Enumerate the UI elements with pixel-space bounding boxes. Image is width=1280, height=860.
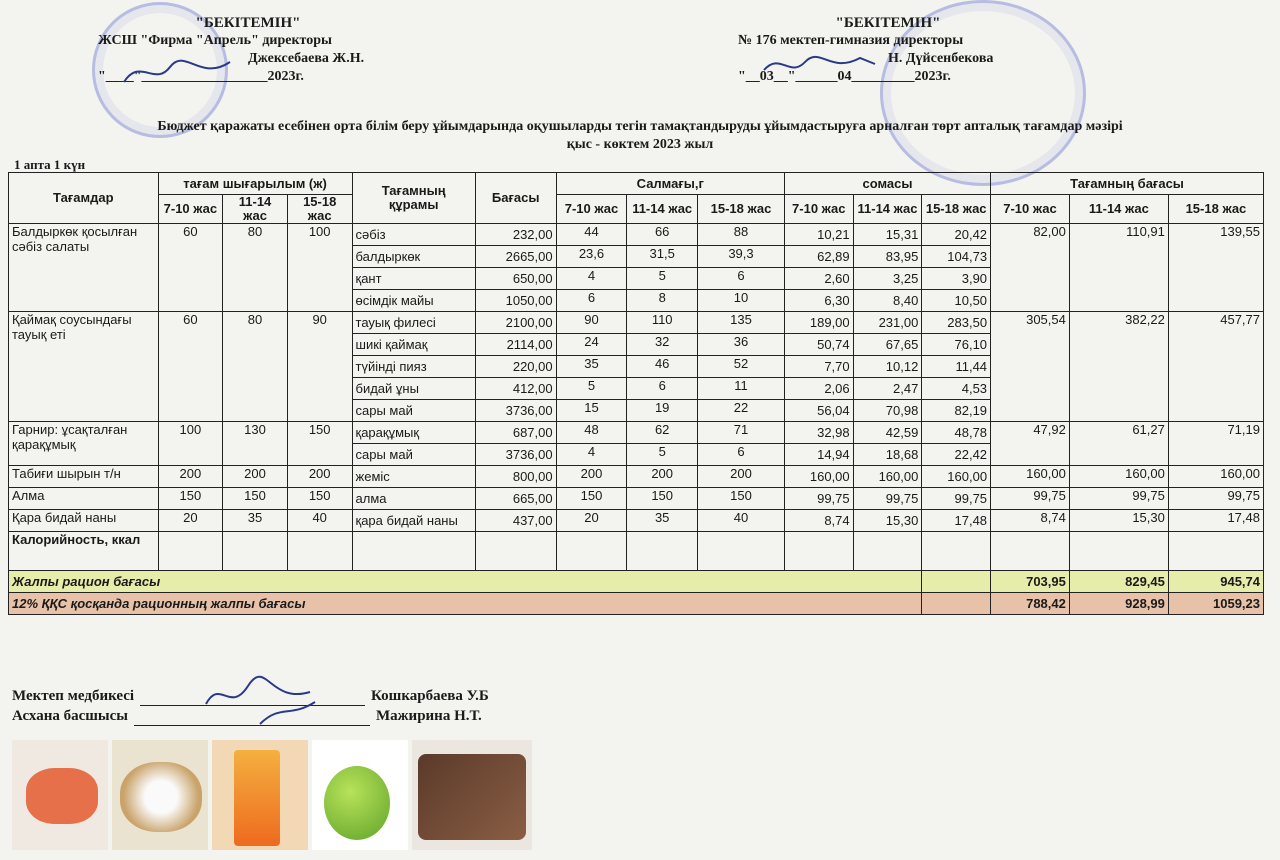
director-right-signature — [760, 50, 880, 80]
dish-price: 110,91 — [1069, 224, 1168, 312]
approval-left-position: ЖСШ "Фирма "Апрель" директоры — [98, 33, 332, 48]
ingredient-sum: 3,90 — [922, 268, 991, 290]
header-age: 11-14 жас — [223, 195, 288, 224]
document-title — [10, 118, 1270, 154]
total-label: Жалпы рацион бағасы — [9, 571, 922, 593]
ingredient-price: 437,00 — [475, 510, 556, 532]
dish-price: 15,30 — [1069, 510, 1168, 532]
menu-table — [8, 172, 1264, 615]
ingredient-weight: 48 — [556, 422, 627, 444]
header-dishes: Тағамдар — [9, 173, 159, 224]
dish-price: 139,55 — [1168, 224, 1263, 312]
juice-picture — [212, 740, 308, 850]
ingredient-weight: 11 — [698, 378, 785, 400]
ingredient-weight: 40 — [698, 510, 785, 532]
ingredient-sum: 11,44 — [922, 356, 991, 378]
signature-name: Кошкарбаева У.Б — [371, 688, 489, 704]
ingredient-sum: 160,00 — [922, 466, 991, 488]
header-age: 7-10 жас — [991, 195, 1070, 224]
dish-output: 35 — [223, 510, 288, 532]
ingredient-weight: 35 — [556, 356, 627, 378]
header-age: 15-18 жас — [698, 195, 785, 224]
ingredient-weight: 52 — [698, 356, 785, 378]
ingredient-weight: 4 — [556, 444, 627, 466]
header-weight: Салмағы,г — [556, 173, 784, 195]
dish-price: 305,54 — [991, 312, 1070, 422]
ingredient-sum: 48,78 — [922, 422, 991, 444]
signature-name: Мажирина Н.Т. — [376, 708, 482, 724]
vat-total-value: 788,42 — [991, 593, 1070, 615]
ingredient-sum: 62,89 — [784, 246, 853, 268]
dish-output: 150 — [287, 422, 352, 466]
ingredient-row — [9, 422, 1264, 444]
ingredient-sum: 283,50 — [922, 312, 991, 334]
ingredient-weight: 6 — [698, 444, 785, 466]
document-subtitle: қыс - көктем 2023 жыл — [566, 137, 714, 152]
dish-name: Гарнир: ұсақталған қарақұмық — [9, 422, 159, 466]
dish-output: 80 — [223, 224, 288, 312]
ingredient-weight: 46 — [627, 356, 698, 378]
ingredient-price: 232,00 — [475, 224, 556, 246]
total-row — [9, 571, 1264, 593]
dish-price: 99,75 — [1069, 488, 1168, 510]
ingredient-price: 665,00 — [475, 488, 556, 510]
dish-price: 8,74 — [991, 510, 1070, 532]
ingredient-name: алма — [352, 488, 475, 510]
ingredient-weight: 150 — [556, 488, 627, 510]
rye-bread-picture — [412, 740, 532, 850]
dish-price: 61,27 — [1069, 422, 1168, 466]
header-price: Бағасы — [475, 173, 556, 224]
ingredient-sum: 42,59 — [853, 422, 922, 444]
ingredient-price: 2114,00 — [475, 334, 556, 356]
chicken-garnish-picture — [112, 740, 208, 850]
ingredient-row — [9, 466, 1264, 488]
ingredient-sum: 76,10 — [922, 334, 991, 356]
ingredient-weight: 24 — [556, 334, 627, 356]
header-sum: сомасы — [784, 173, 990, 195]
ingredient-sum: 2,60 — [784, 268, 853, 290]
dish-output: 150 — [287, 488, 352, 510]
dish-price: 160,00 — [1069, 466, 1168, 488]
dish-price: 99,75 — [991, 488, 1070, 510]
ingredient-weight: 88 — [698, 224, 785, 246]
ingredient-sum: 231,00 — [853, 312, 922, 334]
ingredient-sum: 2,47 — [853, 378, 922, 400]
header-age: 15-18 жас — [1168, 195, 1263, 224]
ingredient-sum: 7,70 — [784, 356, 853, 378]
ingredient-weight: 20 — [556, 510, 627, 532]
approval-right-date: "__03__"______04_________2023г. — [738, 69, 951, 84]
director-left-signature — [120, 52, 240, 92]
ingredient-weight: 150 — [698, 488, 785, 510]
ingredient-sum: 6,30 — [784, 290, 853, 312]
ingredient-sum: 17,48 — [922, 510, 991, 532]
ingredient-weight: 5 — [556, 378, 627, 400]
ingredient-weight: 62 — [627, 422, 698, 444]
ingredient-price: 220,00 — [475, 356, 556, 378]
ingredient-sum: 2,06 — [784, 378, 853, 400]
ingredient-name: сары май — [352, 400, 475, 422]
approval-left-name: Джексебаева Ж.Н. — [248, 51, 365, 66]
header-age: 7-10 жас — [556, 195, 627, 224]
dish-output: 60 — [158, 224, 223, 312]
approval-right-position: № 176 мектеп-гимназия директоры — [738, 33, 964, 48]
calories-row — [9, 532, 1264, 571]
ingredient-price: 3736,00 — [475, 444, 556, 466]
vat-total-row — [9, 593, 1264, 615]
dish-price: 82,00 — [991, 224, 1070, 312]
menu-body — [9, 224, 1264, 532]
ingredient-sum: 10,21 — [784, 224, 853, 246]
ingredient-sum: 32,98 — [784, 422, 853, 444]
dish-price: 160,00 — [1168, 466, 1263, 488]
dish-name: Алма — [9, 488, 159, 510]
ingredient-sum: 20,42 — [922, 224, 991, 246]
ingredient-weight: 66 — [627, 224, 698, 246]
ingredient-row — [9, 488, 1264, 510]
ingredient-name: балдыркөк — [352, 246, 475, 268]
ingredient-weight: 32 — [627, 334, 698, 356]
ingredient-name: түйінді пияз — [352, 356, 475, 378]
ingredient-name: өсімдік майы — [352, 290, 475, 312]
total-value: 945,74 — [1168, 571, 1263, 593]
ingredient-weight: 35 — [627, 510, 698, 532]
ingredient-sum: 82,19 — [922, 400, 991, 422]
dish-price: 47,92 — [991, 422, 1070, 466]
ingredient-name: қант — [352, 268, 475, 290]
ingredient-sum: 83,95 — [853, 246, 922, 268]
dish-output: 200 — [287, 466, 352, 488]
dish-output: 150 — [223, 488, 288, 510]
ingredient-weight: 6 — [627, 378, 698, 400]
ingredient-sum: 8,74 — [784, 510, 853, 532]
ingredient-sum: 22,42 — [922, 444, 991, 466]
ingredient-weight: 39,3 — [698, 246, 785, 268]
ingredient-name: сары май — [352, 444, 475, 466]
ingredient-row — [9, 312, 1264, 334]
ingredient-sum: 56,04 — [784, 400, 853, 422]
ingredient-name: тауық филесі — [352, 312, 475, 334]
ingredient-weight: 8 — [627, 290, 698, 312]
ingredient-sum: 3,25 — [853, 268, 922, 290]
ingredient-weight: 31,5 — [627, 246, 698, 268]
ingredient-sum: 4,53 — [922, 378, 991, 400]
ingredient-sum: 70,98 — [853, 400, 922, 422]
ingredient-weight: 6 — [556, 290, 627, 312]
ingredient-sum: 160,00 — [853, 466, 922, 488]
approval-left-title: "БЕКІТЕМІН" — [195, 15, 301, 31]
dish-output: 80 — [223, 312, 288, 422]
dish-price: 382,22 — [1069, 312, 1168, 422]
signature-role: Мектеп медбикесі — [12, 688, 135, 704]
ingredient-price: 2665,00 — [475, 246, 556, 268]
ingredient-weight: 200 — [627, 466, 698, 488]
ingredient-price: 687,00 — [475, 422, 556, 444]
total-value: 829,45 — [1069, 571, 1168, 593]
ingredient-weight: 90 — [556, 312, 627, 334]
approval-left-date: "____"__________________2023г. — [98, 69, 304, 84]
carrot-salad-picture — [12, 740, 108, 850]
ingredient-sum: 14,94 — [784, 444, 853, 466]
ingredient-weight: 44 — [556, 224, 627, 246]
ingredient-weight: 15 — [556, 400, 627, 422]
ingredient-sum: 50,74 — [784, 334, 853, 356]
header-age: 7-10 жас — [784, 195, 853, 224]
ingredient-price: 3736,00 — [475, 400, 556, 422]
header-age: 11-14 жас — [853, 195, 922, 224]
ingredient-sum: 15,30 — [853, 510, 922, 532]
ingredient-weight: 110 — [627, 312, 698, 334]
dish-output: 90 — [287, 312, 352, 422]
ingredient-price: 2100,00 — [475, 312, 556, 334]
header-age: 11-14 жас — [627, 195, 698, 224]
dish-name: Қаймақ соусындағы тауық еті — [9, 312, 159, 422]
nurse-signature — [200, 674, 320, 734]
food-pictures — [12, 740, 532, 850]
ingredient-sum: 8,40 — [853, 290, 922, 312]
ingredient-sum: 99,75 — [922, 488, 991, 510]
ingredient-weight: 23,6 — [556, 246, 627, 268]
ingredient-name: сәбіз — [352, 224, 475, 246]
ingredient-weight: 71 — [698, 422, 785, 444]
dish-output: 150 — [158, 488, 223, 510]
ingredient-name: бидай ұны — [352, 378, 475, 400]
ingredient-sum: 189,00 — [784, 312, 853, 334]
document-title-text: Бюджет қаражаты есебінен орта білім беру ұйымдарында оқушыларды тегін тамақтандыруды ұйымдастыруға арналған төрт апталық тағамдар мәзірі — [157, 119, 1123, 134]
ingredient-sum: 15,31 — [853, 224, 922, 246]
header-composition: Тағамның құрамы — [352, 173, 475, 224]
ingredient-price: 800,00 — [475, 466, 556, 488]
dish-output: 20 — [158, 510, 223, 532]
dish-output: 60 — [158, 312, 223, 422]
header-age: 15-18 жас — [922, 195, 991, 224]
header-age: 15-18 жас — [287, 195, 352, 224]
ingredient-row — [9, 510, 1264, 532]
dish-name: Балдыркөк қосылған сәбіз салаты — [9, 224, 159, 312]
dish-name: Табиғи шырын т/н — [9, 466, 159, 488]
ingredient-sum: 104,73 — [922, 246, 991, 268]
ingredient-price: 1050,00 — [475, 290, 556, 312]
dish-price: 71,19 — [1168, 422, 1263, 466]
ingredient-weight: 10 — [698, 290, 785, 312]
ingredient-sum: 10,50 — [922, 290, 991, 312]
signature-role: Асхана басшысы — [12, 708, 129, 724]
dish-output: 100 — [287, 224, 352, 312]
ingredient-sum: 67,65 — [853, 334, 922, 356]
ingredient-name: қара бидай наны — [352, 510, 475, 532]
approval-right-name: Н. Дүйсенбекова — [888, 51, 994, 66]
apple-picture — [312, 740, 408, 850]
ingredient-name: қарақұмық — [352, 422, 475, 444]
dish-output: 200 — [158, 466, 223, 488]
ingredient-weight: 150 — [627, 488, 698, 510]
dish-price: 457,77 — [1168, 312, 1263, 422]
header-age: 7-10 жас — [158, 195, 223, 224]
ingredient-sum: 160,00 — [784, 466, 853, 488]
ingredient-weight: 19 — [627, 400, 698, 422]
ingredient-weight: 22 — [698, 400, 785, 422]
ingredient-weight: 135 — [698, 312, 785, 334]
ingredient-weight: 4 — [556, 268, 627, 290]
dish-output: 130 — [223, 422, 288, 466]
ingredient-row — [9, 224, 1264, 246]
dish-output: 200 — [223, 466, 288, 488]
ingredient-weight: 36 — [698, 334, 785, 356]
ingredient-weight: 5 — [627, 444, 698, 466]
ingredient-sum: 99,75 — [853, 488, 922, 510]
ingredient-weight: 5 — [627, 268, 698, 290]
calories-label: Калорийность, ккал — [9, 532, 159, 571]
dish-output: 100 — [158, 422, 223, 466]
total-value: 703,95 — [991, 571, 1070, 593]
dish-price: 17,48 — [1168, 510, 1263, 532]
header-dish-price: Тағамның бағасы — [991, 173, 1264, 195]
ingredient-sum: 18,68 — [853, 444, 922, 466]
ingredient-weight: 200 — [698, 466, 785, 488]
dish-price: 99,75 — [1168, 488, 1263, 510]
ingredient-sum: 99,75 — [784, 488, 853, 510]
vat-total-label: 12% ҚҚС қосқанда рационның жалпы бағасы — [9, 593, 922, 615]
ingredient-sum: 10,12 — [853, 356, 922, 378]
ingredient-name: шикі қаймақ — [352, 334, 475, 356]
dish-name: Қара бидай наны — [9, 510, 159, 532]
ingredient-price: 650,00 — [475, 268, 556, 290]
dish-output: 40 — [287, 510, 352, 532]
header-age: 11-14 жас — [1069, 195, 1168, 224]
header-output: тағам шығарылым (ж) — [158, 173, 352, 195]
ingredient-weight: 200 — [556, 466, 627, 488]
ingredient-name: жеміс — [352, 466, 475, 488]
week-label: 1 апта 1 күн — [14, 157, 86, 172]
dish-price: 160,00 — [991, 466, 1070, 488]
ingredient-price: 412,00 — [475, 378, 556, 400]
ingredient-weight: 6 — [698, 268, 785, 290]
vat-total-value: 1059,23 — [1168, 593, 1263, 615]
approval-right-title: "БЕКІТЕМІН" — [835, 15, 941, 31]
vat-total-value: 928,99 — [1069, 593, 1168, 615]
